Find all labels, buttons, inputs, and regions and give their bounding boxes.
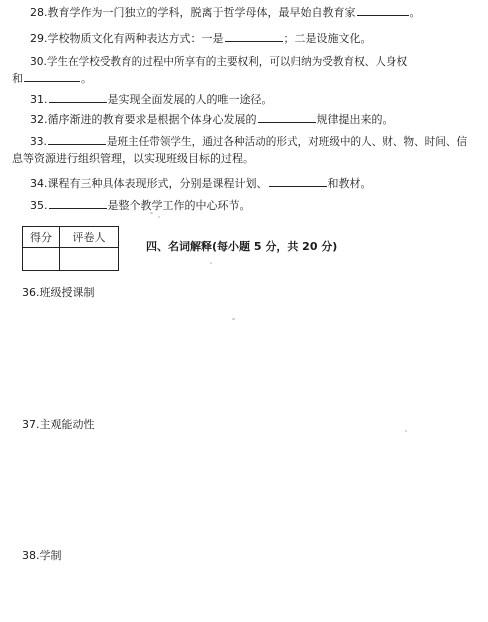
answer-blank (48, 133, 106, 145)
scan-speck (150, 212, 153, 214)
answer-blank (225, 30, 283, 42)
question-31-text: 是实现全面发展的人的唯一途径。 (107, 93, 273, 106)
section-title: 四、名词解释(每小题 5 分，共 20 分) (146, 240, 338, 253)
question-35-number: 35. (30, 199, 48, 212)
question-33-number: 33. (30, 136, 47, 148)
term-38: 38.学制 (22, 549, 62, 562)
question-35-text: 是整个教学工作的中心环节。 (107, 199, 251, 212)
question-28-text: 28.教育学作为一门独立的学科，脱离于哲学母体，最早始自教育家 (30, 6, 356, 19)
score-cell[interactable] (23, 248, 60, 271)
question-32-tail: 规律提出来的。 (316, 113, 394, 126)
answer-blank (49, 91, 107, 103)
question-32-text: 32.循序渐进的教育要求是根据个体身心发展的 (30, 113, 257, 126)
question-28 (30, 4, 421, 20)
question-30-prefix: 和 (12, 72, 23, 85)
question-33-line-2 (12, 152, 254, 166)
answer-blank (357, 4, 409, 16)
question-32 (30, 111, 394, 127)
question-33-line-1 (30, 133, 467, 149)
scan-speck (158, 216, 160, 218)
question-30-line-2 (12, 70, 92, 86)
question-30-text: 30.学生在学校受教育的过程中所享有的主要权利，可以归纳为受教育权、人身权 (30, 56, 408, 68)
question-31 (30, 91, 273, 107)
scan-speck (232, 318, 235, 320)
grader-cell[interactable] (60, 248, 119, 271)
question-35 (30, 197, 251, 213)
question-33-text-2: 息等资源进行组织管理，以实现班级目标的过程。 (12, 152, 254, 165)
answer-blank (49, 197, 107, 209)
scan-speck (210, 262, 212, 264)
scan-speck (405, 430, 407, 432)
question-30-line-1 (30, 55, 407, 69)
question-33-text: 是班主任带领学生，通过各种活动的形式，对班级中的人、财、物、时间、信 (106, 136, 468, 148)
question-34 (30, 175, 372, 191)
question-30-tail: 。 (81, 72, 92, 85)
grader-label: 评卷人 (60, 227, 119, 248)
term-37: 37.主观能动性 (22, 418, 95, 431)
question-29-text: 29.学校物质文化有两种表达方式：一是 (30, 32, 224, 45)
question-34-tail: 和教材。 (327, 177, 372, 190)
score-table (22, 226, 119, 271)
answer-blank (258, 111, 316, 123)
question-29 (30, 30, 372, 46)
answer-blank (24, 70, 80, 82)
term-36: 36.班级授课制 (22, 286, 95, 299)
question-29-tail: ；二是设施文化。 (283, 32, 372, 45)
question-28-tail: 。 (409, 6, 421, 19)
question-31-number: 31. (30, 93, 48, 106)
score-label: 得分 (23, 227, 60, 248)
question-34-text: 34.课程有三种具体表现形式，分别是课程计划、 (30, 177, 268, 190)
answer-blank (269, 175, 327, 187)
